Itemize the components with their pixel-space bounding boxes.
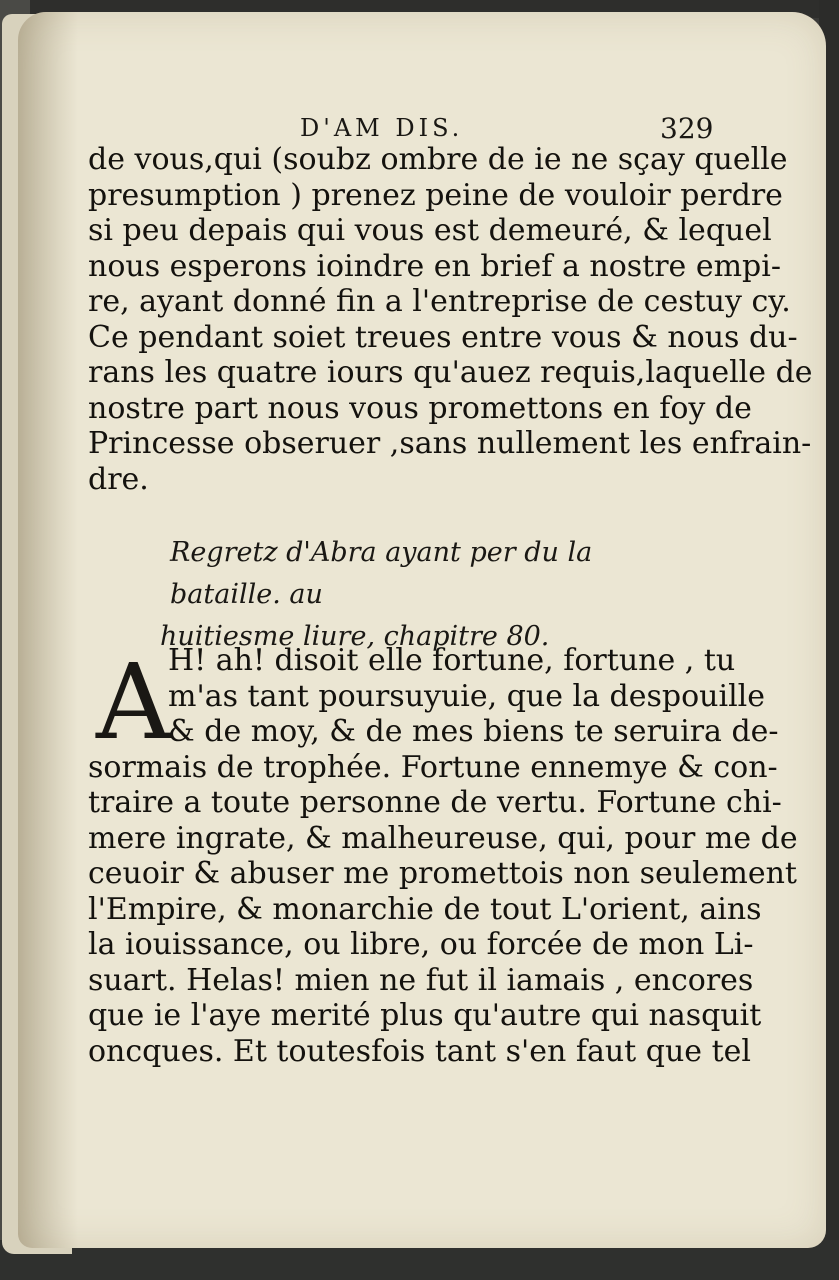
- text-line: re, ayant donné fin a l'entreprise de cestuy cy.: [88, 284, 791, 319]
- drop-capital: A: [96, 641, 172, 763]
- text-line: traire a toute personne de vertu. Fortune chi-: [88, 785, 782, 820]
- paragraph-letter-ending: [88, 142, 813, 497]
- text-line: rans les quatre iours qu'auez requis,laquelle de: [88, 355, 813, 390]
- text-line: nous esperons ioindre en brief a nostre empi-: [88, 248, 781, 284]
- rubric-line: huitiesme liure, chapitre 80.: [160, 621, 550, 652]
- text-line: Princesse obseruer ,sans nullement les enfrain-: [88, 426, 812, 461]
- rubric-line: Regretz d'Abra ayant per du la bataille. au: [170, 537, 593, 610]
- text-line: Ce pendant soiet treues entre vous & nous du-: [88, 319, 798, 355]
- text-line: l'Empire, & monarchie de tout L'orient, ains: [88, 891, 762, 927]
- text-line: suart. Helas! mien ne fut il iamais , encores: [88, 962, 754, 998]
- section-rubric: [90, 532, 710, 658]
- text-line: m'as tant poursuyuie, que la despouille: [168, 678, 766, 714]
- text-line: nostre part nous vous promettons en foy de: [88, 390, 752, 426]
- page-gutter-shadow: [18, 12, 78, 1248]
- paragraph-lament: [88, 643, 798, 1069]
- running-head: D'AM DIS.: [300, 114, 464, 142]
- text-line: si peu depais qui vous est demeuré, & lequel: [88, 213, 772, 248]
- text-line: oncques. Et toutesfois tant s'en faut que tel: [88, 1033, 751, 1069]
- text-line: de vous,qui (soubz ombre de ie ne sçay quelle: [88, 142, 788, 177]
- text-line: dre.: [88, 461, 149, 497]
- text-line: ceuoir & abuser me promettois non seulement: [88, 856, 797, 891]
- text-line: sormais de trophée. Fortune ennemye & con-: [88, 749, 778, 785]
- text-line: & de moy, & de mes biens te seruira de-: [168, 714, 779, 749]
- text-line: que ie l'aye merité plus qu'autre qui nasquit: [88, 998, 762, 1033]
- text-line: mere ingrate, & malheureuse, qui, pour me de: [88, 820, 798, 856]
- text-line: la iouissance, ou libre, ou forcée de mon Li-: [88, 927, 754, 962]
- text-line: presumption ) prenez peine de vouloir perdre: [88, 177, 783, 213]
- page-number: 329: [660, 112, 714, 145]
- text-line: H! ah! disoit elle fortune, fortune , tu: [168, 643, 736, 678]
